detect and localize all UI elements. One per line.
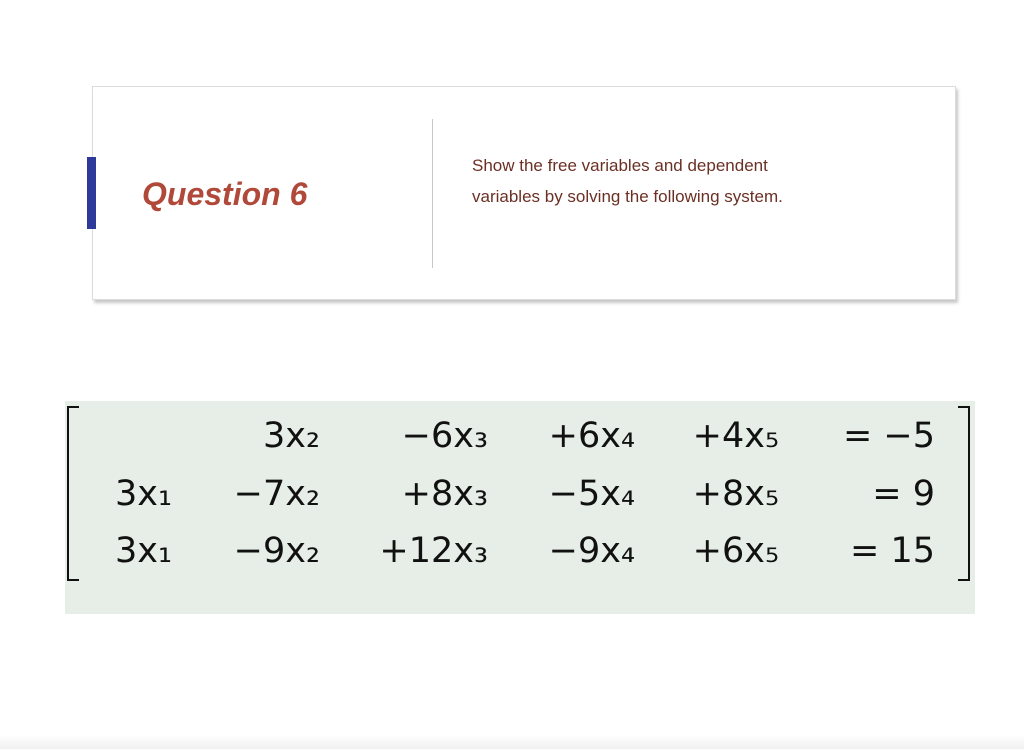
prompt-line: Show the free variables and dependent — [472, 156, 768, 175]
matrix-cell: = −5 — [842, 416, 935, 456]
left-bracket — [67, 406, 79, 581]
matrix-cell: +8x₃ — [401, 474, 488, 514]
augmented-system-panel — [65, 401, 975, 614]
accent-bar — [87, 157, 96, 229]
matrix-cell: +12x₃ — [379, 531, 488, 571]
question-prompt — [472, 150, 912, 212]
matrix-cell: 3x₁ — [114, 474, 172, 514]
matrix-cell: 3x₁ — [114, 531, 172, 571]
divider — [432, 119, 433, 268]
matrix-cell: −6x₃ — [401, 416, 488, 456]
right-bracket — [958, 406, 970, 581]
matrix-cell: +6x₅ — [692, 531, 779, 571]
matrix-cell: −5x₄ — [548, 474, 635, 514]
matrix-cell: −9x₂ — [233, 531, 320, 571]
matrix-cell: +4x₅ — [692, 416, 779, 456]
matrix-cell: +8x₅ — [692, 474, 779, 514]
question-title: Question 6 — [142, 176, 308, 212]
matrix-cell: −7x₂ — [233, 474, 320, 514]
matrix-cell: = 9 — [872, 474, 935, 514]
matrix-cell: +6x₄ — [548, 416, 635, 456]
page-bottom-edge — [0, 735, 1024, 749]
prompt-line: variables by solving the following system. — [472, 187, 783, 206]
matrix-cell: = 15 — [850, 531, 935, 571]
matrix-cell: −9x₄ — [548, 531, 635, 571]
matrix-cell: 3x₂ — [262, 416, 320, 456]
